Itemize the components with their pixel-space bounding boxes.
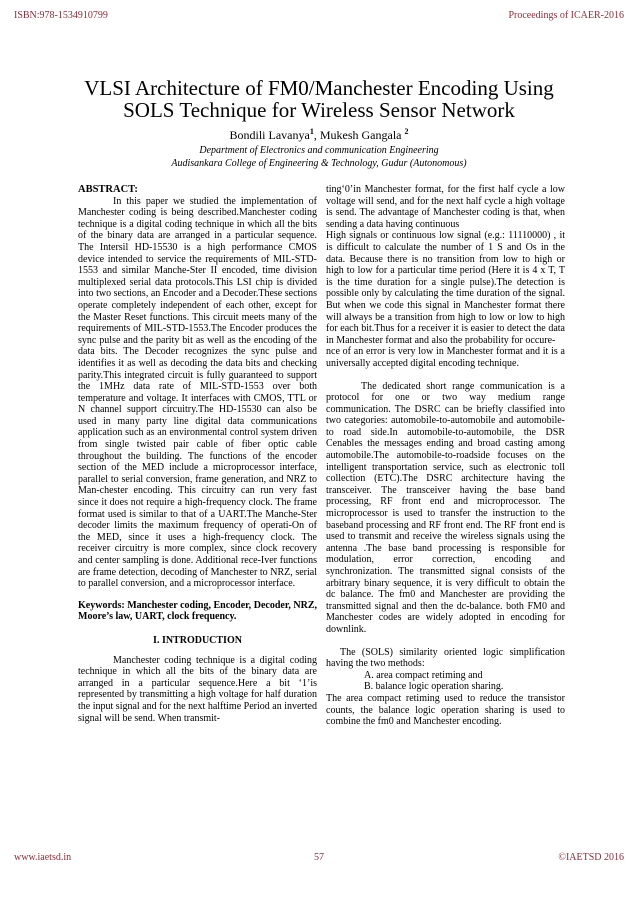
isbn-header: ISBN:978-1534910799	[14, 10, 108, 21]
author-1-sup: 1	[309, 127, 314, 136]
keywords: Keywords: Manchester coding, Encoder, Decoder, NRZ, Moore’s law, UART, clock frequency.	[78, 599, 317, 623]
title-line-1: VLSI Architecture of FM0/Manchester Encoding Using	[84, 76, 554, 100]
right-paragraph-4: The dedicated short range communication is a protocol for one or two way medium range communication. The DSRC can be briefly classified into two categories: automobile-to-automobile and automobile-to road side.In automobile-to-automobile, the DSR Cenables the messages ending and broad casting among automobile.The automobile-to-roadside focuses on the intelligent transportation service, such as electronic toll collection (ETC).The DSRC architecture having the transceiver. The transceiver having the base band processing, RF front end and microprocessor. The microprocessor is used to transfer the instruction to the baseband processing and RF front end. The RF front end is used to transmit and receive the wireless signals using the antenna .The base band processing is responsible for modulation, error correction, encoding and synchronization. The transmitted signal consists of the arbitrary binary sequence, it is very difficult to obtain the dc balance. The fm0 and Manchester are providing the transmitted signal and then the dc-balance. both FM0 and Manchester codes are widely adopted in encoding for downlink.	[326, 380, 565, 635]
title-line-2: SOLS Technique for Wireless Sensor Network	[123, 98, 515, 122]
author-separator: ,	[313, 128, 320, 142]
abstract-heading: ABSTRACT:	[78, 184, 138, 195]
footer-copyright: ©IAETSD 2016	[558, 852, 624, 863]
right-paragraph-3: nce of an error is very low in Manchester format and it is a universally accepted digital encoding technique.	[326, 346, 565, 369]
footer-page-number: 57	[314, 852, 324, 863]
author-2: Mukesh Gangala	[319, 128, 405, 142]
right-paragraph-2: High signals or continuous low signal (e.g.: 11110000) , it is difficult to calculate the number of 1 S and Os in the data. Because there is no transition from low to high or high to low for a particular time period (Here it is 4 x T, T is the time duration for a single pulse).The detection is possible only by calculating the time duration of the signal. But when we code this signal in Manchester format there will always be a transition from high to low or low to high for each bit.Thus for a receiver it is easier to detect the data in Manchester format and also the probability for occure-	[326, 230, 565, 346]
method-list-item-a: A. area compact retiming and	[364, 669, 483, 681]
right-column	[326, 184, 565, 728]
abstract-body: In this paper we studied the implementation of Manchester coding is being described.Manchester coding technique is a digital coding technique in which all the bits of the binary data are arranged in a particular sequence. The Intersil HD-15530 is a high performance CMOS device intended to service the requirements of MIL-STD-1553 and similar Manche-Ster II encoded, time division multiplexed serial data protocols.This LSI chip is divided into two sections, an Encoder and a Decoder.These sections operate completely independent of each other, except for the Master Reset functions. This circuit meets many of the requirements of MIL-STD-1553.The Encoder produces the sync pulse and the parity bit as well as the encoding of the data bits. The Decoder recognizes the sync pulse and identifies it as well as decoding the data bits and checking parity.This integrated circuit is fully guaranteed to support the 1MHz data rate of MIL-STD-1553 over both temperature and voltage. It interfaces with CMOS, TTL or N channel support circuitry.The HD-15530 can also be used in many party line digital data communications application such as an environmental control system driven from single twisted pair cable of fiber optic cable throughout the building. The functions of the encoder section of the MED include a microprocessor interface, parallel to serial conversion, frame generation, and NRZ to Man-chester encoding. This circuitry can run very fast since it does not require a high-frequency clock. The frame format used is similar to that of a UART.The Manche-Ster decoder limits the maximum frequency of operati-On of the MED, since it uses a high-frequency clock. The receiver circuitry is more complex, since clock recovery and center sampling is done. Additional rece-Iver functions are frame detection, decoding of Manchester to NRZ, serial to parallel conversion, and a microprocessor interface.	[78, 195, 317, 590]
right-paragraph-6: The area compact retiming used to reduce the transistor counts, the balance logic operation sharing is used to combine the fm0 and Manchester encoding.	[326, 692, 565, 728]
method-list-item-b: B. balance logic operation sharing.	[364, 681, 504, 693]
author-2-sup: 2	[404, 127, 409, 136]
affiliation-department: Department of Electronics and communication Engineering	[199, 145, 439, 156]
intro-paragraph: Manchester coding technique is a digital coding technique in which all the bits of the binary data are arranged in a particular sequence.Here a bit ‘1’is represented by transmitting a high voltage for half duration the input signal and for the next halftime Period an inverted signal will be send. When transmit-	[78, 654, 317, 724]
right-paragraph-5: The (SOLS) similarity oriented logic simplification having the two methods:	[326, 646, 565, 670]
proceedings-header: Proceedings of ICAER-2016	[508, 10, 624, 21]
footer-website: www.iaetsd.in	[14, 852, 72, 863]
affiliation-college: Audisankara College of Engineering & Technology, Gudur (Autonomous)	[171, 158, 467, 169]
section-heading-introduction: I. INTRODUCTION	[153, 634, 242, 646]
left-column	[78, 184, 317, 724]
right-paragraph-1: ting‘0’in Manchester format, for the first half cycle a low voltage will send, and for the next half cycle a high voltage is send. The advantage of Manchester coding is that, when sending a data having continuous	[326, 184, 565, 230]
authors	[40, 127, 598, 143]
paper-title	[40, 77, 598, 121]
author-1: Bondili Lavanya	[229, 128, 310, 142]
